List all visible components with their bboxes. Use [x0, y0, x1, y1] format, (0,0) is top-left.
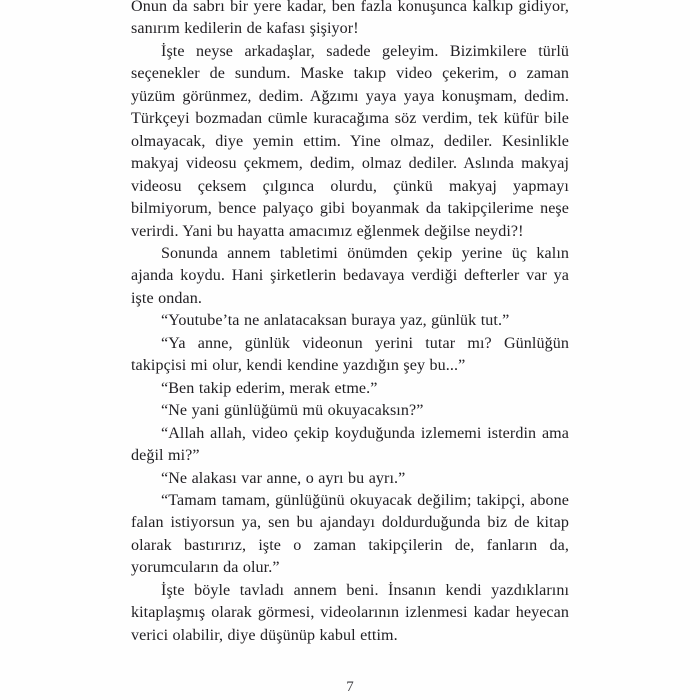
paragraph: “Allah allah, video çekip koyduğunda izlememi isterdin ama değil mi?” [131, 424, 569, 465]
paragraph: “Ya anne, günlük videonun yerini tutar mı? Günlüğün takipçisi mi olur, kendi kendine yazdığın şey bu...” [131, 334, 569, 375]
paragraph: Onun da sabrı bir yere kadar, ben fazla konuşunca kalkıp gidiyor, sanırım kedilerin de kafası şişiyor! [131, 0, 569, 38]
paragraph: “Ben takip ederim, merak etme.” [161, 379, 378, 397]
paragraph: “Youtube’ta ne anlatacaksan buraya yaz, günlük tut.” [161, 312, 510, 330]
paragraph: İşte neyse arkadaşlar, sadede geleyim. Bizimkilere türlü seçenekler de sundum. Maske takıp video çekerim, o zaman yüzüm görünmez, dedim. Ağzımı yaya yaya konuşmam, dedim. Türkçeyi bozmadan cümle kuracağıma söz verdim, tek küfür bile olmayacak, diye yemin ettim. Yine olmaz, dediler. Kesinlikle makyaj videosu çekmem, dedim, olmaz dediler. Aslında makyaj videosu çeksem çılgınca olurdu, çünkü makyaj yapmayı bilmiyorum, bence palyaço gibi boyanmak da takipçilerime neşe verirdi. Yani bu hayatta amacımız eğlenmek değilse neydi?! [131, 42, 569, 240]
page-number: 7 [346, 679, 354, 695]
paragraph: Sonunda annem tabletimi önümden çekip yerine üç kalın ajanda koydu. Hani şirketlerin bedavaya verdiği defterler var ya işte ondan. [131, 244, 569, 307]
page-body-text [131, 0, 569, 647]
paragraph: “Ne yani günlüğümü mü okuyacaksın?” [161, 402, 424, 420]
paragraph: İşte böyle tavladı annem beni. İnsanın kendi yazdıklarını kitaplaşmış olarak görmesi, videolarının izlenmesi kadar heyecan verici olabilir, diye düşünüp kabul ettim. [131, 581, 569, 644]
paragraph: “Tamam tamam, günlüğünü okuyacak değilim; takipçi, abone falan istiyorsun ya, sen bu ajandayı doldurduğunda biz de kitap olarak bastırırız, işte o zaman takipçilerin de, fanların da, yorumcuların da olur.” [131, 491, 569, 577]
paragraph: “Ne alakası var anne, o ayrı bu ayrı.” [161, 469, 406, 487]
